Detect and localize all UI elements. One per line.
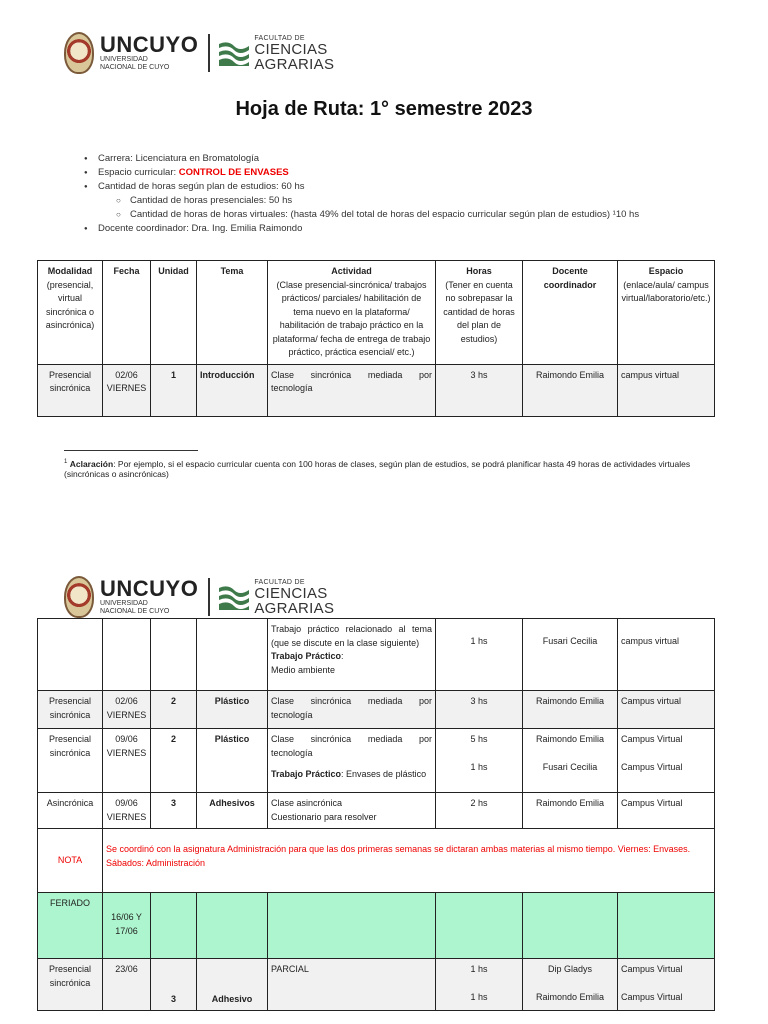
- logo-divider: [208, 34, 210, 72]
- course-info-list: [84, 152, 639, 236]
- header-logo: [64, 32, 334, 74]
- note-row: [38, 829, 715, 893]
- info-carrera: ● Carrera: Licenciatura en Bromatología: [84, 152, 639, 166]
- header-fecha: Fecha: [103, 261, 151, 365]
- header-espacio: Espacio (enlace/aula/ campus virtual/laboratorio/etc.): [618, 261, 715, 365]
- table-row: Trabajo práctico relacionado al tema (que se discute en la clase siguiente) Trabajo Práctico: Medio ambiente 1 hs Fusari Cecilia campus virtual: [38, 619, 715, 691]
- espacio-value: CONTROL DE ENVASES: [178, 167, 289, 178]
- info-docente: ● Docente coordinador: Dra. Ing. Emilia Raimondo: [84, 222, 639, 236]
- uncuyo-wordmark: UNCUYO UNIVERSIDAD NACIONAL DE CUYO: [100, 576, 199, 615]
- header-modalidad: Modalidad (presencial, virtual sincrónica o asincrónica): [38, 261, 103, 365]
- university-seal-icon: [64, 576, 94, 618]
- schedule-table-page2: [37, 618, 715, 1011]
- header-unidad: Unidad: [151, 261, 197, 365]
- header-horas: Horas (Tener en cuenta no sobrepasar la cantidad de horas del plan de estudios): [436, 261, 523, 365]
- note-text: Se coordinó con la asignatura Administración para que las dos primeras semanas se dictaran ambas materias al mismo tiempo. Viernes: Envases. Sábados: Administración: [103, 829, 715, 893]
- header-tema: Tema: [197, 261, 268, 365]
- note-label: NOTA: [38, 829, 103, 893]
- table-row: Asincrónica 09/06 VIERNES 3 Adhesivos Clase asincrónica Cuestionario para resolver 2 hs Raimondo Emilia Campus Virtual: [38, 793, 715, 829]
- header-actividad: Actividad (Clase presencial-sincrónica/ trabajos prácticos/ parciales/ habilitación de tema nuevo en la plataforma/ habilitación de trabajo práctico en la plataforma/ fecha de entrega de trabajo práctico, práctica esencial/ etc.): [268, 261, 436, 365]
- info-espacio: ● Espacio curricular: CONTROL DE ENVASES: [84, 166, 639, 180]
- faculty-leaf-icon: [218, 582, 250, 612]
- table-row: Presencial sincrónica 02/06 VIERNES 1 Introducción Clase sincrónica mediada por tecnología 3 hs Raimondo Emilia campus virtual: [38, 364, 715, 416]
- faculty-wordmark: FACULTAD DE CIENCIAS AGRARIAS: [254, 34, 335, 73]
- footnote-divider: [64, 450, 198, 451]
- faculty-wordmark: FACULTAD DE CIENCIAS AGRARIAS: [254, 578, 335, 617]
- holiday-row: FERIADO 16/06 Y 17/06: [38, 893, 715, 959]
- table-row: Presencial sincrónica 02/06 VIERNES 2 Plástico Clase sincrónica mediada por tecnología 3 hs Raimondo Emilia Campus virtual: [38, 691, 715, 729]
- table-header-row: [38, 261, 715, 365]
- table-row: Presencial sincrónica 09/06 VIERNES 2 Plástico Clase sincrónica mediada por tecnología Trabajo Práctico: Envases de plástico 5 hs 1 hs Raimondo Emilia Fusari Cecilia Campus Virtual Campus Virtual: [38, 729, 715, 793]
- footnote: $^1$ Aclaración: Por ejemplo, si el espacio curricular cuenta con 100 horas de clases, según plan de estudios, se podrá planificar hasta 49 horas de actividades virtuales (sincrónicas o asincrónicas): [64, 458, 691, 479]
- table-row: Presencial sincrónica 23/06 3 Adhesivo PARCIAL 1 hs 1 hs Dip Gladys Raimondo Emilia Campus Virtual Campus Virtual: [38, 959, 715, 1011]
- header-docente: Docente coordinador: [523, 261, 618, 365]
- logo-divider: [208, 578, 210, 616]
- schedule-table-page1: [37, 260, 715, 417]
- info-virtuales: ○ Cantidad de horas de horas virtuales: (hasta 49% del total de horas del espacio curricular según plan de estudios) ¹10 hs: [116, 208, 639, 222]
- page2-header-logo: [64, 576, 334, 618]
- hours-sublist: [116, 194, 639, 222]
- university-seal-icon: [64, 32, 94, 74]
- info-presenciales: ○ Cantidad de horas presenciales: 50 hs: [116, 194, 639, 208]
- faculty-leaf-icon: [218, 38, 250, 68]
- info-horas: ● Cantidad de horas según plan de estudios: 60 hs ○ Cantidad de horas presenciales: 50 hs ○ Cantidad de horas de horas virtuales: (hasta 49% del total de horas del espacio curricular según plan de estudios) ¹10 hs: [84, 180, 639, 222]
- uncuyo-wordmark: UNCUYO UNIVERSIDAD NACIONAL DE CUYO: [100, 32, 199, 71]
- page-title: Hoja de Ruta: 1° semestre 2023: [235, 98, 533, 120]
